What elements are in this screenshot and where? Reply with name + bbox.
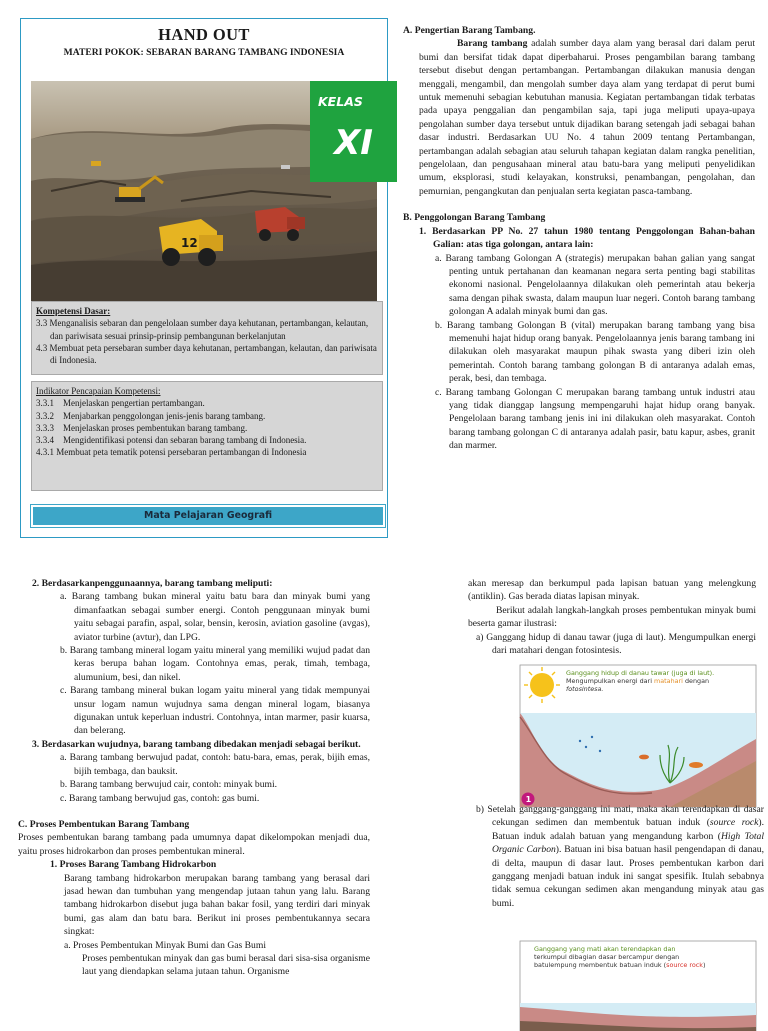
point2-item: a. Barang tambang bukan mineral yaitu batu bara dan minyak bumi yang dimanfaatkan sebagai sumber energi. Contoh penggunaan minyak bumi yaitu sebagai parafin, aspal, solar, bensin, kerosin, aviation gasoline (avgas), aviator turbine (avtur), dan LPG. <box>60 591 370 643</box>
section-a-body <box>419 37 755 198</box>
section-a-text: adalah sumber daya alam yang berasal dari dalam perut bumi dan bersifat tidak dapat diperbaharui. Proses pengambilan barang tambang tersebut disebut dengan pertambangan. Pertambangan dilakukan manusia dengan menggali, mengambil, dan mengolah sumber daya alam yang terdapat di perut bumi untuk memenuhi sebagian kebutuhan manusia. Kegiatan pertambangan tidak terbatas pada upaya penggalian dan pengambilan saja, tapi juga meliputi upaya-upaya pengolahan sumber daya tersebut untuk dijadikan barang setengah jadi sebagai bahan dasar industri. Berdasarkan UU No. 4 tahun 2009 tentang Pertambangan, pertambangan adalah sebagian atau seluruh tahapan kegiatan dalam rangka penelitian, pengelolaan, dan pengusahaan mineral atau batu-bara yang meliputi penyelidikan umum, eksplorasi, studi kelayakan, konstruksi, penambangan, pengolahan, dan pemurnian, pengangkutan dan penjualan serta kegiatan pasca-tambang. <box>419 38 756 197</box>
section-b-heading: B. Penggolongan Barang Tambang <box>403 212 546 224</box>
c1-heading: 1. Proses Barang Tambang Hidrokarbon <box>50 859 217 871</box>
kompetensi-dasar-box <box>31 301 383 375</box>
diag1-caption-3: fotosintesa. <box>566 685 604 693</box>
step-b-term-source-rock: source rock <box>709 817 759 829</box>
ind-item: 3.3.3 Menjelaskan proses pembentukan barang tambang. <box>36 422 248 433</box>
ind-item: 3.3.4 Mengidentifikasi potensi dan sebaran barang tambang di Indonesia. <box>36 435 307 446</box>
ind-item: 4.3.1 Membuat peta tematik potensi persebaran pertambangan di Indonesia <box>36 447 307 458</box>
indikator-box <box>31 381 383 491</box>
c1a-heading: a. Proses Pembentukan Minyak Bumi dan Gas Bumi <box>64 939 266 951</box>
point2-item: c. Barang tambang mineral bukan logam yaitu mineral yang tidak mempunyai unsur logam namun wujudnya sama dengan mineral logam, biasanya digunakan untuk keperluan industri. Contohnya, intan marmer, pasir kuarsa, dan belerang. <box>60 685 370 737</box>
diag1-caption-2c: dengan <box>682 677 710 685</box>
diag2-caption-source-rock: source rock <box>666 961 703 969</box>
oil-intro-2: Berikut adalah langkah-langkah proses pembentukan minyak bumi beserta gamar ilustrasi: <box>468 604 756 630</box>
ind-item: 3.3.2 Menjabarkan penggolongan jenis-jenis barang tambang. <box>36 410 266 421</box>
handout-title: HAND OUT <box>158 25 250 44</box>
kelas-label: KELAS <box>318 94 363 109</box>
svg-text:batulempung membentuk batuan i <box>534 961 705 969</box>
kelas-number: XI <box>334 123 373 163</box>
point3-heading: 3. Berdasarkan wujudnya, barang tambang dibedakan menjadi sebagai berikut. <box>32 738 361 750</box>
ind-heading: Indikator Pencapaian Kompetensi: <box>36 386 161 396</box>
diag1-caption-2a: Mengumpulkan energi dari <box>566 677 654 685</box>
golongan-c: c. Barang tambang Golongan C merupakan barang tambang untuk industri atau yang tidak dianggap langsung mempengaruhi hajat hidup orang banyak. Pengelolaan barang tambang jenis ini ini dilakukan oleh masyarakat. Contoh barang tambang golongan C di antaranya adalah pasir, batu kapur, asbes, granit dan marmer. <box>435 386 755 452</box>
step-b-text-2: ). Batuan induk adalah batuan yang mengandung karbon ( <box>492 817 764 842</box>
c1-body: Barang tambang hidrokarbon merupakan barang tambang yang berasal dari jasad hewan dan tumbuhan yang mengendap jutaan tahun yang lalu. Barang tambang hidrokarbon disebut juga bahan bakar fosil, yang terdiri dari minyak bumi, gas alam dan batu bara. Berikut ini proses pembentukannya secara singkat: <box>64 872 370 938</box>
bottom-right-column <box>468 577 765 1024</box>
point2-item: b. Barang tambang mineral logam yaitu mineral yang memiliki wujud padat dan keras berupa bahan logam. Contohnya emas, perak, timah, tembaga, alumunium, besi, dan nikel. <box>60 645 370 683</box>
source-rock-diagram <box>520 941 756 1031</box>
algae-lake-diagram <box>520 665 756 807</box>
cover-box <box>20 18 388 538</box>
term-barang-tambang: Barang tambang <box>457 38 528 50</box>
truck-number: 12 <box>181 236 198 250</box>
diag2-caption-3c: ) <box>702 961 706 969</box>
handout-subtitle: MATERI POKOK: SEBARAN BARANG TAMBANG INDONESIA <box>63 47 345 58</box>
kd-item: 4.3 Membuat peta persebaran sumber daya kehutanan, pertambangan, kelautan, dan pariwisata di Indonesia. <box>36 342 377 366</box>
section-b-point1: 1. Berdasarkan PP No. 27 tahun 1980 tentang Penggolongan Bahan-bahan Galian: atas tiga golongan, antara lain: <box>419 225 755 251</box>
section-a-heading: A. Pengertian Barang Tambang. <box>403 25 536 36</box>
ind-item: 3.3.1 Menjelaskan pengertian pertambangan. <box>36 398 205 409</box>
oil-intro: akan meresap dan berkumpul pada lapisan batuan yang melengkung (antiklin). Gas berada diatas lapisan minyak. <box>468 578 756 603</box>
point3-item: a. Barang tambang berwujud padat, contoh: batu-bara, emas, perak, bijih emas, bijih tembaga, dan bauksit. <box>60 752 370 777</box>
svg-text:Mengumpulkan energi dari matah <box>566 677 709 685</box>
kelas-badge <box>310 81 397 182</box>
step-b-term-htoc: High Total Organic Carbon <box>492 830 765 856</box>
step-b-text-1: b) Setelah ganggang-ganggang ini mati, maka akan terendapkan di dasar cekungan sedimen dan membentuk batuan induk ( <box>476 804 764 829</box>
bottom-left-column <box>18 577 370 1024</box>
kd-item: 3.3 Menganalisis sebaran dan pengelolaan sumber daya kehutanan, pertambangan, kelautan, dan pariwisata sesuai prinsip-prinsip pembangunan berkelanjutan <box>36 318 369 341</box>
oil-step-b <box>476 803 764 910</box>
golongan-a: a. Barang tambang Golongan A (strategis) merupakan bahan galian yang sangat penting untuk pertahanan dan keamanan negara serta penting bagi stabilitas ekonomi nasional. Pengelolaannya dilakukan oleh pemerintah atau bekerja sama dengan pihak swasta, dalam maupun luar negeri. Contoh barang tambang golongan A adalah minyak bumi dan gas. <box>435 252 755 318</box>
oil-step-a: a) Ganggang hidup di danau tawar (juga di laut). Mengumpulkan energi dari matahari dengan fotosintesis. <box>476 631 756 657</box>
point3-item: b. Barang tambang berwujud cair, contoh: minyak bumi. <box>60 779 278 791</box>
golongan-b: b. Barang tambang Golongan B (vital) merupakan barang tambang yang bisa memenuhi hajat hidup orang banyak. Pengelolaannya jenis barang tambang ini dilakukan oleh masyarakat maupun pihak swasta yang diberi izin oleh pemerintah. Contoh barang tambang golongan B di antaranya adalah emas, perak, besi, dan tembaga. <box>435 319 755 385</box>
diag2-caption-1: Ganggang yang mati akan terendapkan dan <box>534 945 676 953</box>
point2-heading: 2. Berdasarkanpenggunaannya, barang tambang meliputi: <box>32 578 273 589</box>
section-c-heading: C. Proses Pembentukan Barang Tambang <box>18 818 190 830</box>
diag1-step-badge: 1 <box>525 795 532 804</box>
diag2-caption-3a: batulempung membentuk batuan induk ( <box>534 961 667 969</box>
point3-item: c. Barang tambang berwujud gas, contoh: gas bumi. <box>60 792 260 804</box>
section-a-b <box>403 24 755 534</box>
diag1-caption-sun: matahari <box>654 677 683 685</box>
section-c-body: Proses pembentukan barang tambang pada umumnya dapat dikelompokan menjadi dua, yaitu proses hidrokarbon dan proses pembentukan mineral. <box>18 832 370 857</box>
diag2-caption-2: terkumpul dibagian dasar bercampur dengan <box>534 953 680 961</box>
c1a-body: Proses pembentukan minyak dan gas bumi berasal dari sisa-sisa organisme laut yang diendapkan selama jutaan tahun. Organisme <box>82 952 370 978</box>
subject-bar: Mata Pelajaran Geografi <box>31 505 385 527</box>
sun-icon <box>530 673 554 697</box>
kd-heading: Kompetensi Dasar: <box>36 306 111 316</box>
diag1-caption-1: Ganggang hidup di danau tawar (juga di laut). <box>566 669 715 677</box>
step-b-text-3: ). Batuan ini bisa batuan hasil pengendapan di danau, di delta, maupun di dasar laut. Proses pembentukan karbon dari ganggang menjadi batuan induk ini sangat spesifik. Itulah sebabnya tidak semua cekungan sedimen akan mengandung minyak atau gas bumi. <box>492 844 765 909</box>
